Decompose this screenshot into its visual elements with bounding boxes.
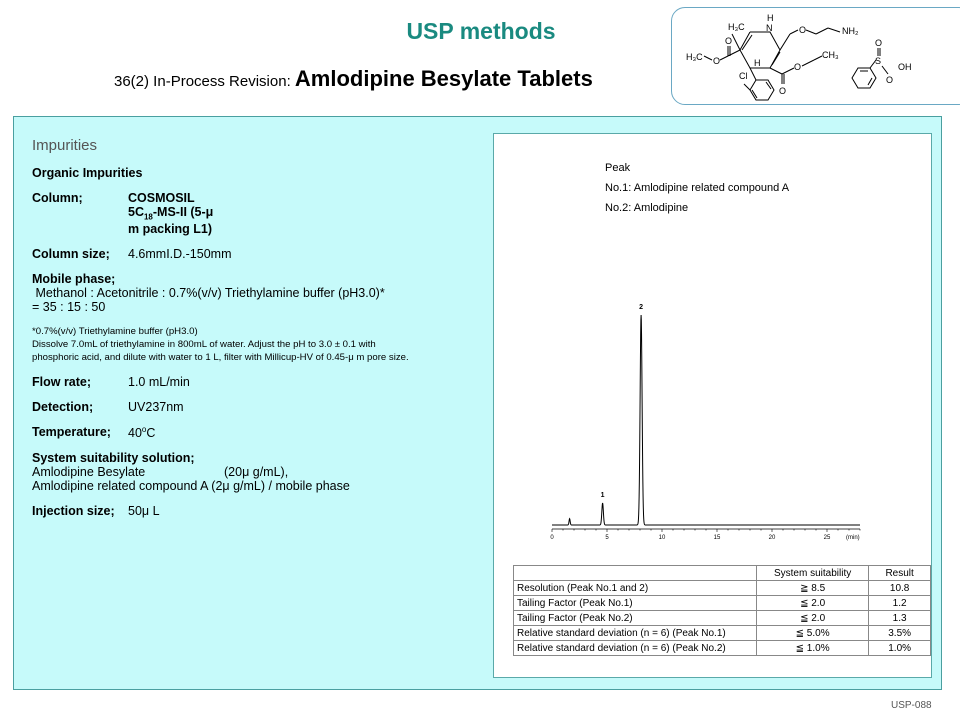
label-n: N: [766, 23, 773, 33]
temperature-value-sup: o: [141, 424, 147, 434]
x-axis-ticks: [550, 529, 860, 541]
table-row: [514, 626, 931, 641]
table-cell: ≦ 2.0: [756, 596, 868, 611]
table-cell: ≦ 1.0%: [756, 641, 868, 656]
table-row: [514, 641, 931, 656]
table-cell: ≧ 8.5: [756, 581, 868, 596]
table-row: [514, 596, 931, 611]
mobile-phase-label: Mobile phase;: [32, 271, 116, 286]
label-oh: OH: [898, 62, 912, 72]
label-o2: O: [779, 86, 787, 96]
method-details: [32, 137, 492, 529]
buffer-note: [32, 325, 492, 364]
column-value: [128, 191, 224, 236]
table-cell: Tailing Factor (Peak No.1): [514, 596, 757, 611]
flow-rate-label: Flow rate;: [32, 374, 92, 389]
label-o4: O: [725, 36, 733, 46]
detection-value: UV237nm: [128, 399, 184, 414]
suitability-line2: Amlodipine related compound A (2μ g/mL) / mobile phase: [32, 478, 350, 493]
column-label: Column;: [32, 191, 83, 205]
peak-legend-2: No.2: Amlodipine: [605, 202, 689, 214]
page-number: USP-088: [891, 700, 932, 711]
label-ch3: CH₃: [822, 50, 839, 60]
x-tick-label: 5: [605, 535, 609, 541]
organic-impurities-title: Organic Impurities: [32, 166, 143, 180]
table-cell: Resolution (Peak No.1 and 2): [514, 581, 757, 596]
note-line3: phosphoric acid, and dilute with water to 1 L, filter with Millicup-HV of 0.45-μ m pore size.: [32, 351, 409, 363]
column-size-value: 4.6mmI.D.-150mm: [128, 246, 232, 261]
x-tick-label: 25: [823, 535, 831, 541]
x-axis-unit: (min): [846, 535, 860, 541]
peak-label: 1: [600, 491, 605, 499]
suitability-line1-conc: (20μ g/mL),: [224, 464, 289, 479]
table-cell: 1.2: [869, 596, 931, 611]
label-o3: O: [794, 62, 802, 72]
chromatogram-trace: [552, 315, 860, 525]
injection-row: [32, 504, 492, 518]
section-title: Impurities: [32, 137, 98, 154]
column-row: [32, 191, 492, 236]
injection-value: 50μ L: [128, 503, 160, 518]
table-row: [514, 611, 931, 626]
peak-label: 2: [639, 304, 644, 311]
table-header-row: [514, 566, 931, 581]
table-header-cell: [514, 566, 757, 581]
temperature-value-pre: 40: [128, 425, 142, 440]
label-cl: Cl: [739, 71, 748, 81]
peak-legend-1: No.1: Amlodipine related compound A: [605, 182, 790, 194]
mobile-phase-line2: = 35 : 15 : 50: [32, 299, 106, 314]
subtitle-prefix: 36(2) In-Process Revision:: [114, 73, 295, 90]
flow-rate-row: [32, 375, 492, 389]
table-cell: Tailing Factor (Peak No.2): [514, 611, 757, 626]
peak-legend-title: Peak: [605, 162, 631, 174]
label-h: H: [767, 13, 774, 23]
label-o5: O: [713, 56, 721, 66]
table-cell: 10.8: [869, 581, 931, 596]
mobile-phase-line1: Methanol : Acetonitrile : 0.7%(v/v) Triethylamine buffer (pH3.0)*: [32, 285, 385, 300]
table-cell: Relative standard deviation (n = 6) (Peak No.1): [514, 626, 757, 641]
content-panel: [13, 116, 942, 690]
table-cell: 1.3: [869, 611, 931, 626]
x-tick-label: 20: [768, 535, 776, 541]
label-so-o1: O: [875, 38, 883, 48]
suitability-line1: [32, 465, 492, 479]
label-nh2: NH₂: [842, 26, 859, 36]
note-line1: *0.7%(v/v) Triethylamine buffer (pH3.0): [32, 325, 198, 337]
x-tick-label: 10: [658, 535, 666, 541]
column-value-pre: COSMOSIL 5C: [128, 191, 195, 219]
detection-label: Detection;: [32, 399, 94, 414]
page-subtitle: [114, 66, 593, 92]
temperature-value-post: C: [146, 425, 156, 440]
label-h3c-left: H₃C: [686, 52, 703, 62]
column-value-post: -MS-II (5-μ m packing L1): [128, 205, 214, 236]
label-so-o2: O: [886, 75, 894, 85]
subtitle-main: Amlodipine Besylate Tablets: [294, 66, 593, 91]
x-tick-label: 0: [550, 535, 554, 541]
label-o1: O: [799, 25, 807, 35]
table-row: [514, 581, 931, 596]
label-h3c-top: H₃C: [728, 22, 745, 32]
flow-rate-value: 1.0 mL/min: [128, 374, 190, 389]
table-header-cell: Result: [869, 566, 931, 581]
page-title: USP methods: [406, 18, 556, 44]
table-header-cell: System suitability: [756, 566, 868, 581]
suitability-solution-label: System suitability solution;: [32, 450, 195, 465]
x-tick-label: 15: [713, 535, 721, 541]
structure-drawing: [672, 8, 960, 104]
suitability-table: [513, 565, 931, 656]
label-s: S: [875, 56, 882, 66]
table-cell: Relative standard deviation (n = 6) (Peak No.2): [514, 641, 757, 656]
temperature-label: Temperature;: [32, 424, 111, 439]
chromatogram: [494, 134, 933, 554]
column-value-sub: 18: [143, 212, 153, 222]
table-cell: ≦ 2.0: [756, 611, 868, 626]
label-h-ring: H: [754, 58, 761, 68]
suitability-solution-block: [32, 451, 492, 493]
peak-labels: [601, 304, 644, 499]
table-cell: 1.0%: [869, 641, 931, 656]
note-line2: Dissolve 7.0mL of triethylamine in 800mL of water. Adjust the pH to 3.0 ± 0.1 with: [32, 338, 376, 350]
column-size-label: Column size;: [32, 246, 110, 261]
suitability-line1-name: Amlodipine Besylate: [32, 464, 146, 479]
detection-row: [32, 400, 492, 414]
chemical-structure: [671, 7, 960, 105]
chromatogram-panel: [493, 133, 932, 678]
temperature-value: [128, 425, 155, 440]
table-cell: 3.5%: [869, 626, 931, 641]
column-size-row: [32, 247, 492, 261]
mobile-phase-block: [32, 272, 492, 314]
temperature-row: [32, 425, 492, 440]
injection-label: Injection size;: [32, 503, 115, 518]
table-cell: ≦ 5.0%: [756, 626, 868, 641]
